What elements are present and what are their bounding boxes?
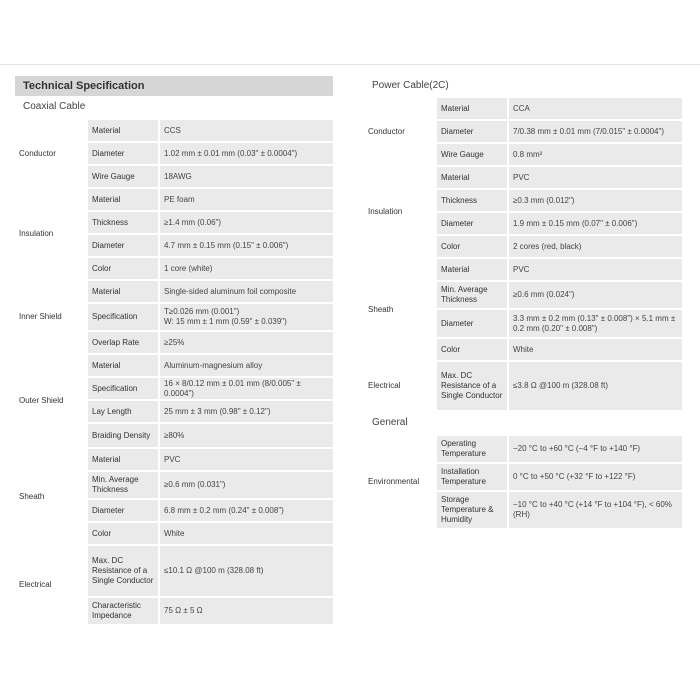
group-label: Inner Shield xyxy=(15,281,88,353)
table-row xyxy=(15,546,333,596)
property-label: Characteristic Impedance xyxy=(88,598,160,624)
property-value: ≤10.1 Ω @100 m (328.08 ft) xyxy=(160,546,333,596)
property-value: 1 core (white) xyxy=(160,258,333,279)
section-title-power: Power Cable(2C) xyxy=(372,80,449,91)
table-row xyxy=(15,281,333,302)
property-label: Material xyxy=(88,355,160,376)
property-label: Color xyxy=(88,258,160,279)
property-value: CCA xyxy=(509,98,682,119)
property-label: Material xyxy=(437,167,509,188)
property-value: 25 mm ± 3 mm (0.98" ± 0.12") xyxy=(160,401,333,422)
property-label: Material xyxy=(88,281,160,302)
table-row xyxy=(364,259,682,280)
property-label: Max. DC Resistance of a Single Conductor xyxy=(88,546,160,596)
property-value: ≥80% xyxy=(160,424,333,447)
property-value: 0 °C to +50 °C (+32 °F to +122 °F) xyxy=(509,464,682,490)
property-value: ≤3.8 Ω @100 m (328.08 ft) xyxy=(509,362,682,410)
property-value: ≥25% xyxy=(160,332,333,353)
property-label: Braiding Density xyxy=(88,424,160,447)
table-row xyxy=(15,355,333,376)
property-label: Diameter xyxy=(437,121,509,142)
property-value: Aluminum-magnesium alloy xyxy=(160,355,333,376)
property-label: Thickness xyxy=(437,190,509,211)
property-label: Material xyxy=(437,98,509,119)
general-spec-table xyxy=(364,434,682,530)
property-label: Material xyxy=(88,120,160,141)
property-label: Diameter xyxy=(437,213,509,234)
table-row xyxy=(15,120,333,141)
property-label: Material xyxy=(88,189,160,210)
property-value: 1.02 mm ± 0.01 mm (0.03" ± 0.0004") xyxy=(160,143,333,164)
property-value: PE foam xyxy=(160,189,333,210)
section-title-coaxial: Coaxial Cable xyxy=(23,101,86,112)
property-value xyxy=(160,304,333,330)
property-label: Diameter xyxy=(88,235,160,256)
property-value: 16 × 8/0.12 mm ± 0.01 mm (8/0.005" ± 0.0004") xyxy=(160,378,333,399)
property-value: 2 cores (red, black) xyxy=(509,236,682,257)
group-label: Environmental xyxy=(364,436,437,528)
table-row xyxy=(364,167,682,188)
property-label: Storage Temperature & Humidity xyxy=(437,492,509,528)
property-label: Thickness xyxy=(88,212,160,233)
property-label: Min. Average Thickness xyxy=(88,472,160,498)
property-value: ≥0.3 mm (0.012") xyxy=(509,190,682,211)
property-value: 0.8 mm² xyxy=(509,144,682,165)
property-value: CCS xyxy=(160,120,333,141)
property-label: Color xyxy=(88,523,160,544)
property-label: Color xyxy=(437,339,509,360)
group-label: Conductor xyxy=(15,120,88,187)
property-value: White xyxy=(509,339,682,360)
table-row xyxy=(364,362,682,410)
property-label: Lay Length xyxy=(88,401,160,422)
top-divider xyxy=(0,64,700,65)
property-label: Color xyxy=(437,236,509,257)
property-value: 6.8 mm ± 0.2 mm (0.24" ± 0.008") xyxy=(160,500,333,521)
property-value: Single-sided aluminum foil composite xyxy=(160,281,333,302)
property-label: Installation Temperature xyxy=(437,464,509,490)
property-label: Diameter xyxy=(88,500,160,521)
group-label: Insulation xyxy=(15,189,88,279)
property-value: PVC xyxy=(509,259,682,280)
property-label: Material xyxy=(88,449,160,470)
power-panel xyxy=(364,76,682,530)
property-value: 7/0.38 mm ± 0.01 mm (7/0.015" ± 0.0004") xyxy=(509,121,682,142)
power-spec-table xyxy=(364,96,682,412)
table-row xyxy=(364,436,682,462)
coaxial-spec-table xyxy=(15,118,333,626)
group-label: Insulation xyxy=(364,167,437,257)
property-label: Specification xyxy=(88,304,160,330)
property-value: 75 Ω ± 5 Ω xyxy=(160,598,333,624)
group-label: Outer Shield xyxy=(15,355,88,447)
group-label: Conductor xyxy=(364,98,437,165)
page-title: Technical Specification xyxy=(15,76,333,96)
property-label: Diameter xyxy=(437,310,509,337)
property-label: Wire Gauge xyxy=(88,166,160,187)
property-value: White xyxy=(160,523,333,544)
property-label: Material xyxy=(437,259,509,280)
property-value: ≥0.6 mm (0.024") xyxy=(509,282,682,308)
property-value: 3.3 mm ± 0.2 mm (0.13" ± 0.008") × 5.1 mm ± 0.2 mm (0.20" ± 0.008") xyxy=(509,310,682,337)
table-row xyxy=(15,189,333,210)
property-label: Diameter xyxy=(88,143,160,164)
property-label: Wire Gauge xyxy=(437,144,509,165)
value-line: T≥0.026 mm (0.001") xyxy=(164,307,240,316)
property-value: PVC xyxy=(509,167,682,188)
group-label: Electrical xyxy=(364,362,437,410)
property-label: Overlap Rate xyxy=(88,332,160,353)
property-label: Specification xyxy=(88,378,160,399)
property-value: ≥0.6 mm (0.031") xyxy=(160,472,333,498)
property-label: Max. DC Resistance of a Single Conductor xyxy=(437,362,509,410)
property-value: 18AWG xyxy=(160,166,333,187)
group-label: Electrical xyxy=(15,546,88,624)
section-title-general: General xyxy=(372,417,408,428)
value-line: W: 15 mm ± 1 mm (0.59" ± 0.039") xyxy=(164,317,287,326)
property-label: Min. Average Thickness xyxy=(437,282,509,308)
property-value: 1.9 mm ± 0.15 mm (0.07" ± 0.006") xyxy=(509,213,682,234)
property-value: −20 °C to +60 °C (−4 °F to +140 °F) xyxy=(509,436,682,462)
property-value: PVC xyxy=(160,449,333,470)
group-label: Sheath xyxy=(15,449,88,544)
group-label: Sheath xyxy=(364,259,437,360)
table-row xyxy=(364,98,682,119)
property-value: ≥1.4 mm (0.06") xyxy=(160,212,333,233)
property-value: −10 °C to +40 °C (+14 °F to +104 °F), < 60% (RH) xyxy=(509,492,682,528)
property-value: 4.7 mm ± 0.15 mm (0.15" ± 0.006") xyxy=(160,235,333,256)
coaxial-panel xyxy=(15,76,333,626)
table-row xyxy=(15,449,333,470)
property-label: Operating Temperature xyxy=(437,436,509,462)
